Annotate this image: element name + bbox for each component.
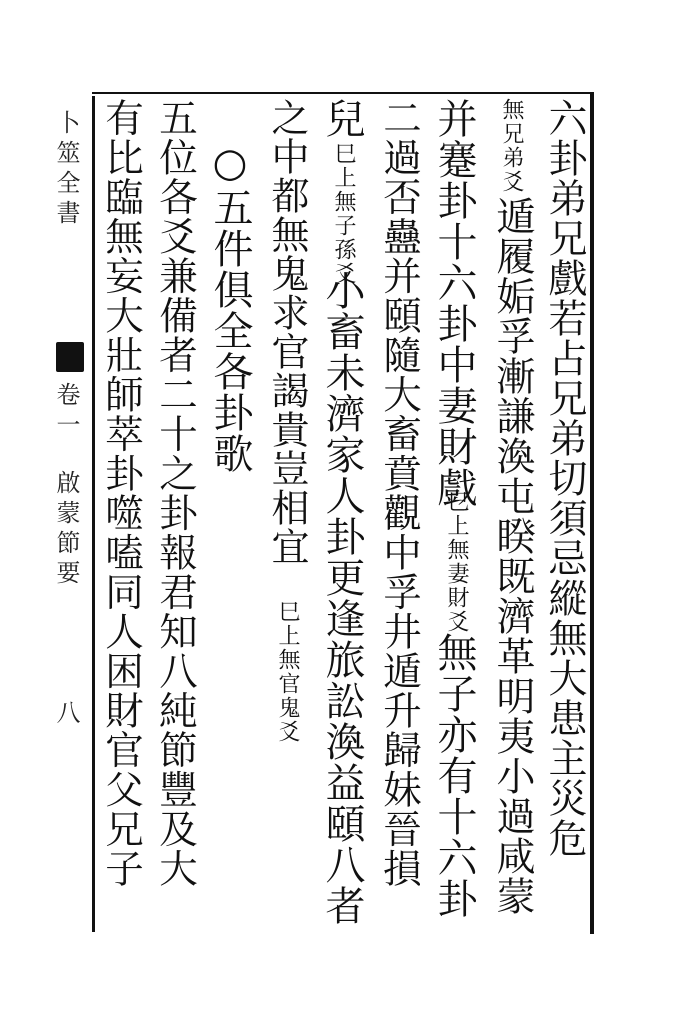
text-column-1: 六卦弟兄戲若占兄弟切須忌縱無大患主災危 [542,98,587,858]
fish-tail-mark-icon [56,342,84,372]
text-column-5a: 兒 [319,98,365,139]
left-border-line [92,96,95,932]
text-column-4: 二過否蠱并頤隨大畜賁觀中孚井遁升歸妹晉損 [377,98,422,888]
annotation-no-brothers: 無兄弟爻 [499,98,524,194]
margin-page-number: 八 [52,700,80,730]
annotation-no-children: 巳上無子孫爻 [331,142,356,286]
text-column-8: 五位各爻兼備者二十之卦報君知八純節豐及大 [153,98,198,888]
text-column-2: 遁履姤孚漸謙渙屯睽既濟革明夷小過咸蒙 [490,196,535,916]
margin-book-title: 卜筮全書 [52,110,80,230]
margin-section-title: 啟蒙節要 [52,470,80,590]
annotation-no-wealth: 巳上無妻財爻 [444,490,469,634]
text-column-6: 之中都無鬼求官謁貴豈相宜 [265,98,309,566]
margin-volume: 卷一 [52,382,80,442]
text-column-5b: 小畜未濟家人卦更逢旅訟渙益頤八者 [319,270,365,926]
top-border-line [92,92,594,94]
right-border-line [590,92,594,934]
section-heading: ○五件俱全各卦歌 [207,140,253,474]
text-column-3b: 無子亦有十六卦 [431,632,477,919]
text-column-3a: 并蹇卦十六卦中妻財戲 [431,98,477,508]
annotation-no-officials: 巳上無官鬼爻 [275,600,300,744]
text-column-9: 有比臨無妄大壯師萃卦噬嗑同人困財官父兄子 [99,98,144,888]
